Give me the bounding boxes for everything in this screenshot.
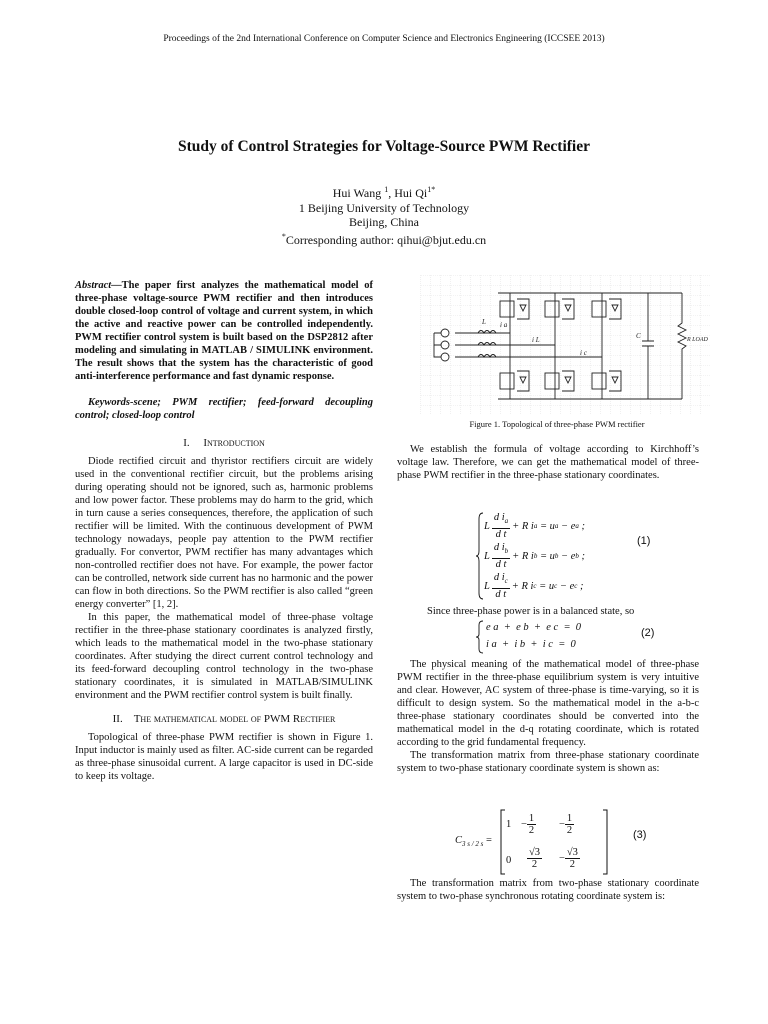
eq1-num-text: d i <box>493 512 505 524</box>
section-2-paragraph-1: Topological of three-phase PWM rectifier is shown in Figure 1. Input inductor is mainly used as filter. AC-side current can be regarded as three-phase sinusoidal current. A large capacitor is used in DC-side to keep its voltage. <box>75 732 373 782</box>
corr-mark: * <box>281 231 286 241</box>
intro-paragraph-2: In this paper, the mathematical model of three-phase voltage rectifier in the three-phase stationary coordinates is analyzed firstly, which leads to the mathematical model in the two-phase stationary coordinates. After studying the direct current control technology and its feed-forward decoupling control technology in the two-phase stationary coordinates, it is simulated in MATLAB/SIMULINK environment and the PWM rectifier control system is built finally. <box>75 612 373 701</box>
matrix-brackets-icon <box>499 809 609 875</box>
author-2: , Hui Qi <box>388 186 428 200</box>
figure-1 <box>420 275 710 415</box>
eq1-num <box>492 572 510 588</box>
equation-1-number: (1) <box>637 535 651 547</box>
section-2-title-c: Rectifier <box>290 713 336 725</box>
equation-1-row <box>484 571 585 601</box>
author-1: Hui Wang <box>332 186 385 200</box>
corresponding-author <box>0 230 768 248</box>
keywords: Keywords-scene; PWM rectifier; feed-forward decoupling control; closed-loop control <box>75 397 373 421</box>
eq1-end: ; <box>578 520 586 532</box>
m21: 0 <box>506 855 512 866</box>
eq1-rhs: + R i <box>512 550 534 562</box>
brace-2-icon <box>476 620 484 654</box>
label-C: C <box>636 332 641 340</box>
affiliation: 1 Beijing University of Technology <box>298 200 470 215</box>
eq1-num-text: d i <box>493 572 505 584</box>
m13-den: 2 <box>566 825 573 836</box>
paper-title: Study of Control Strategies for Voltage-Source PWM Rectifier <box>178 138 590 155</box>
eq1-u-sub: b <box>554 552 559 560</box>
m13-sign: − <box>559 818 565 830</box>
eq1-e-sub: b <box>575 552 579 560</box>
author-block <box>0 183 768 247</box>
right-col-p5 <box>397 877 699 903</box>
section-1-heading <box>75 437 373 450</box>
author-1-sup: 1 <box>384 185 389 194</box>
eq1-frac <box>492 512 510 539</box>
equation-2-number: (2) <box>641 627 655 639</box>
equation-1-rows <box>484 511 585 601</box>
eq3-lhs-sub: 3 s / 2 s <box>462 840 484 849</box>
section-1-title: Introduction <box>203 437 265 449</box>
eq1-rhs-sub: a <box>533 522 538 530</box>
m11: 1 <box>506 819 512 830</box>
city: Beijing, China <box>349 215 419 229</box>
m12 <box>521 813 536 836</box>
eq1-num <box>492 512 510 528</box>
equation-2-line-1: e a + e b + e c = 0 <box>486 622 582 633</box>
right-paragraph-3: The physical meaning of the mathematical model of three-phase PWM rectifier in the three-phase equilibrium system is very intuitive and clear. However, AC system of three-phase is time-varying, so it is difficult to design system. So the mathematical model in the a-b-c three-phase stationary coordinates should be converted into the mathematical model in the d-q rotating coordinate, which is rotated according to the grid fundamental frequency. <box>397 659 699 748</box>
m12-den: 2 <box>528 825 535 836</box>
right-col-p3p4 <box>397 658 699 775</box>
eq1-rhs: + R i <box>512 520 534 532</box>
eq1-L: L <box>484 580 490 592</box>
equation-3-number: (3) <box>633 829 647 841</box>
brace-icon <box>476 511 484 601</box>
eq3-lhs-c: C <box>455 835 463 846</box>
author-2-sup: 1* <box>427 185 436 194</box>
circuit-diagram <box>420 275 710 415</box>
proceedings-header: Proceedings of the 2nd International Conference on Computer Science and Electronics Engineering (ICCSEE 2013) <box>163 34 605 44</box>
label-iL: i L <box>532 336 540 344</box>
equation-1-row <box>484 511 585 541</box>
label-ic: i c <box>580 349 587 357</box>
section-2-title-b: PWM <box>263 713 291 725</box>
section-1-num: I. <box>183 437 190 449</box>
eq1-u-sub: a <box>554 522 559 530</box>
m23-sign: − <box>559 852 565 864</box>
m12-frac <box>527 813 536 836</box>
corr-text: Corresponding author: qihui@bjut.edu.cn <box>285 232 487 247</box>
equation-2 <box>476 620 626 654</box>
eq1-e-sub: a <box>575 522 579 530</box>
abstract <box>75 279 373 383</box>
equation-1-row <box>484 541 585 571</box>
section-2-title-a: The mathematical model of <box>133 713 264 725</box>
right-paragraph-2: Since three-phase power is in a balanced state, so <box>427 606 635 617</box>
intro-paragraph-1: Diode rectified circuit and thyristor rectifiers circuit are widely used in the conventional rectifier circuit, but the problems arising during operating should not be ignored, such as, harmonic problems and low power factor. These problems may do harm to the grid, which in turn cause a series consequences, therefore, the application of such rectifier will be limited. With the continuous development of PWM technology nowadays, people pay attention to the PWM rectifier gradually. For convertor, PWM rectifier has many advantages which non-controlled rectifier does not have. For example, the power factor can be controlled, network side current has no harmonic and the power can flow in both directions. So the PWM rectifier is also called “green energy converter” [1, 2]. <box>75 456 373 610</box>
eq1-rhs-sub: b <box>533 552 538 560</box>
m13 <box>559 813 574 836</box>
eq1-num-text: d i <box>493 542 505 554</box>
eq1-minus: − e <box>561 550 576 562</box>
m12-sign: − <box>521 818 527 830</box>
eq1-num <box>492 542 510 558</box>
eq1-den: d t <box>495 558 507 570</box>
eq1-frac <box>492 572 510 599</box>
eq1-u-sub: c <box>554 582 558 590</box>
eq1-L: L <box>484 550 490 562</box>
eq1-L: L <box>484 520 490 532</box>
eq3-lhs <box>455 835 492 848</box>
m22 <box>527 847 542 870</box>
abstract-text: —The paper first analyzes the mathematical model of three-phase voltage-source PWM rectifier and then introduces double closed-loop control of voltage and current system, in which the active and reactive power can be controlled independently. PWM rectifier control system is built based on the DSP2812 after modeling and simulating in MATLAB / SIMULINK environment. The result shows that the system has the characteristic of good anti-interference performance and fast dynamic response. <box>75 280 373 382</box>
eq1-eq: = u <box>539 520 555 532</box>
eq1-end: ; <box>578 550 586 562</box>
author-names <box>0 183 768 201</box>
eq1-rhs: + R i <box>511 580 534 592</box>
right-col-p1 <box>397 443 699 482</box>
equation-3 <box>455 809 615 875</box>
m23 <box>559 847 580 870</box>
m23-den: 2 <box>569 859 576 870</box>
m22-frac <box>527 847 542 870</box>
right-paragraph-1: We establish the formula of voltage according to Kirchhoff’s voltage law. Therefore, we can get the mathematical model of three-phase PWM rectifier in the three-phase stationary coordinates. <box>397 444 699 481</box>
eq1-eq: = u <box>539 550 555 562</box>
m22-num: √3 <box>529 847 541 858</box>
left-column <box>75 279 373 783</box>
eq3-equals: = <box>486 835 492 846</box>
eq1-frac <box>492 542 510 569</box>
section-2-num: II. <box>112 713 123 725</box>
eq1-rhs-sub: c <box>533 582 537 590</box>
eq1-e-sub: c <box>574 582 578 590</box>
eq1-num-sub: b <box>504 547 509 556</box>
m23-num: √3 <box>566 847 578 858</box>
m12-num: 1 <box>528 813 535 824</box>
eq1-den: d t <box>495 528 507 540</box>
label-R: R LOAD <box>687 337 708 343</box>
m13-frac <box>565 813 574 836</box>
eq1-num-sub: c <box>504 577 508 586</box>
eq1-den: d t <box>495 588 507 600</box>
eq1-end: ; <box>577 580 584 592</box>
label-ia: i a <box>500 321 508 329</box>
m13-num: 1 <box>566 813 573 824</box>
eq1-eq: = u <box>539 580 555 592</box>
figure-1-caption: Figure 1. Topological of three-phase PWM rectifier <box>469 419 645 429</box>
eq1-minus: − e <box>561 520 576 532</box>
m22-den: 2 <box>531 859 538 870</box>
abstract-label: Abstract <box>75 280 112 291</box>
right-paragraph-4: The transformation matrix from three-phase stationary coordinate system to two-phase stationary coordinate system is shown as: <box>397 750 699 774</box>
label-L: L <box>482 318 486 326</box>
right-paragraph-5: The transformation matrix from two-phase stationary coordinate system to two-phase synchronous rotating coordinate system is: <box>397 878 699 902</box>
section-2-heading <box>75 713 373 726</box>
equation-2-line-2: i a + i b + i c = 0 <box>486 639 576 650</box>
eq1-num-sub: a <box>504 517 509 526</box>
equation-1 <box>476 511 656 601</box>
m23-frac <box>565 847 580 870</box>
eq1-minus: − e <box>559 580 575 592</box>
